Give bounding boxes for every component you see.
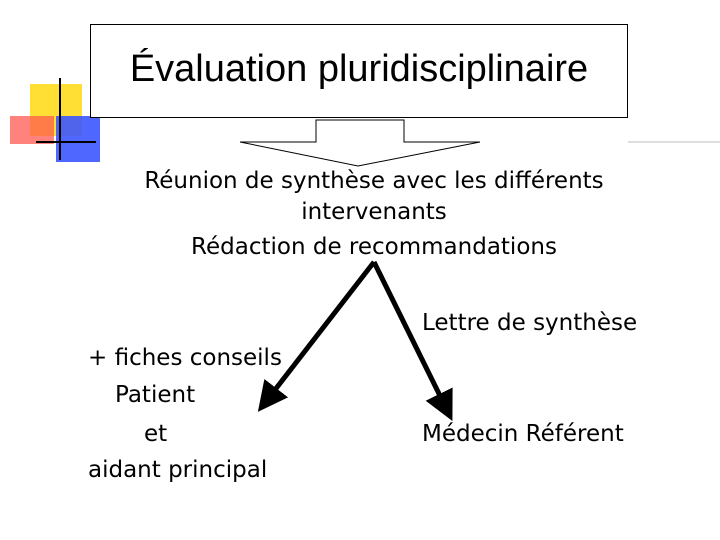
left-line-4: aidant principal [88,457,268,483]
left-line-3: et [144,421,168,447]
left-line-1: + fiches conseils [88,345,282,371]
left-line-2: Patient [115,382,196,408]
arrow-left [264,262,374,404]
center-line-1: Réunion de synthèse avec les différents [144,168,604,194]
right-top-label: Lettre de synthèse [422,310,638,336]
center-line-3: Rédaction de recommandations [191,234,557,260]
arrow-right [374,262,448,412]
right-bottom-label: Médecin Référent [422,421,624,447]
center-line-2: intervenants [301,199,447,225]
page-title: Évaluation pluridisciplinaire [129,47,589,90]
